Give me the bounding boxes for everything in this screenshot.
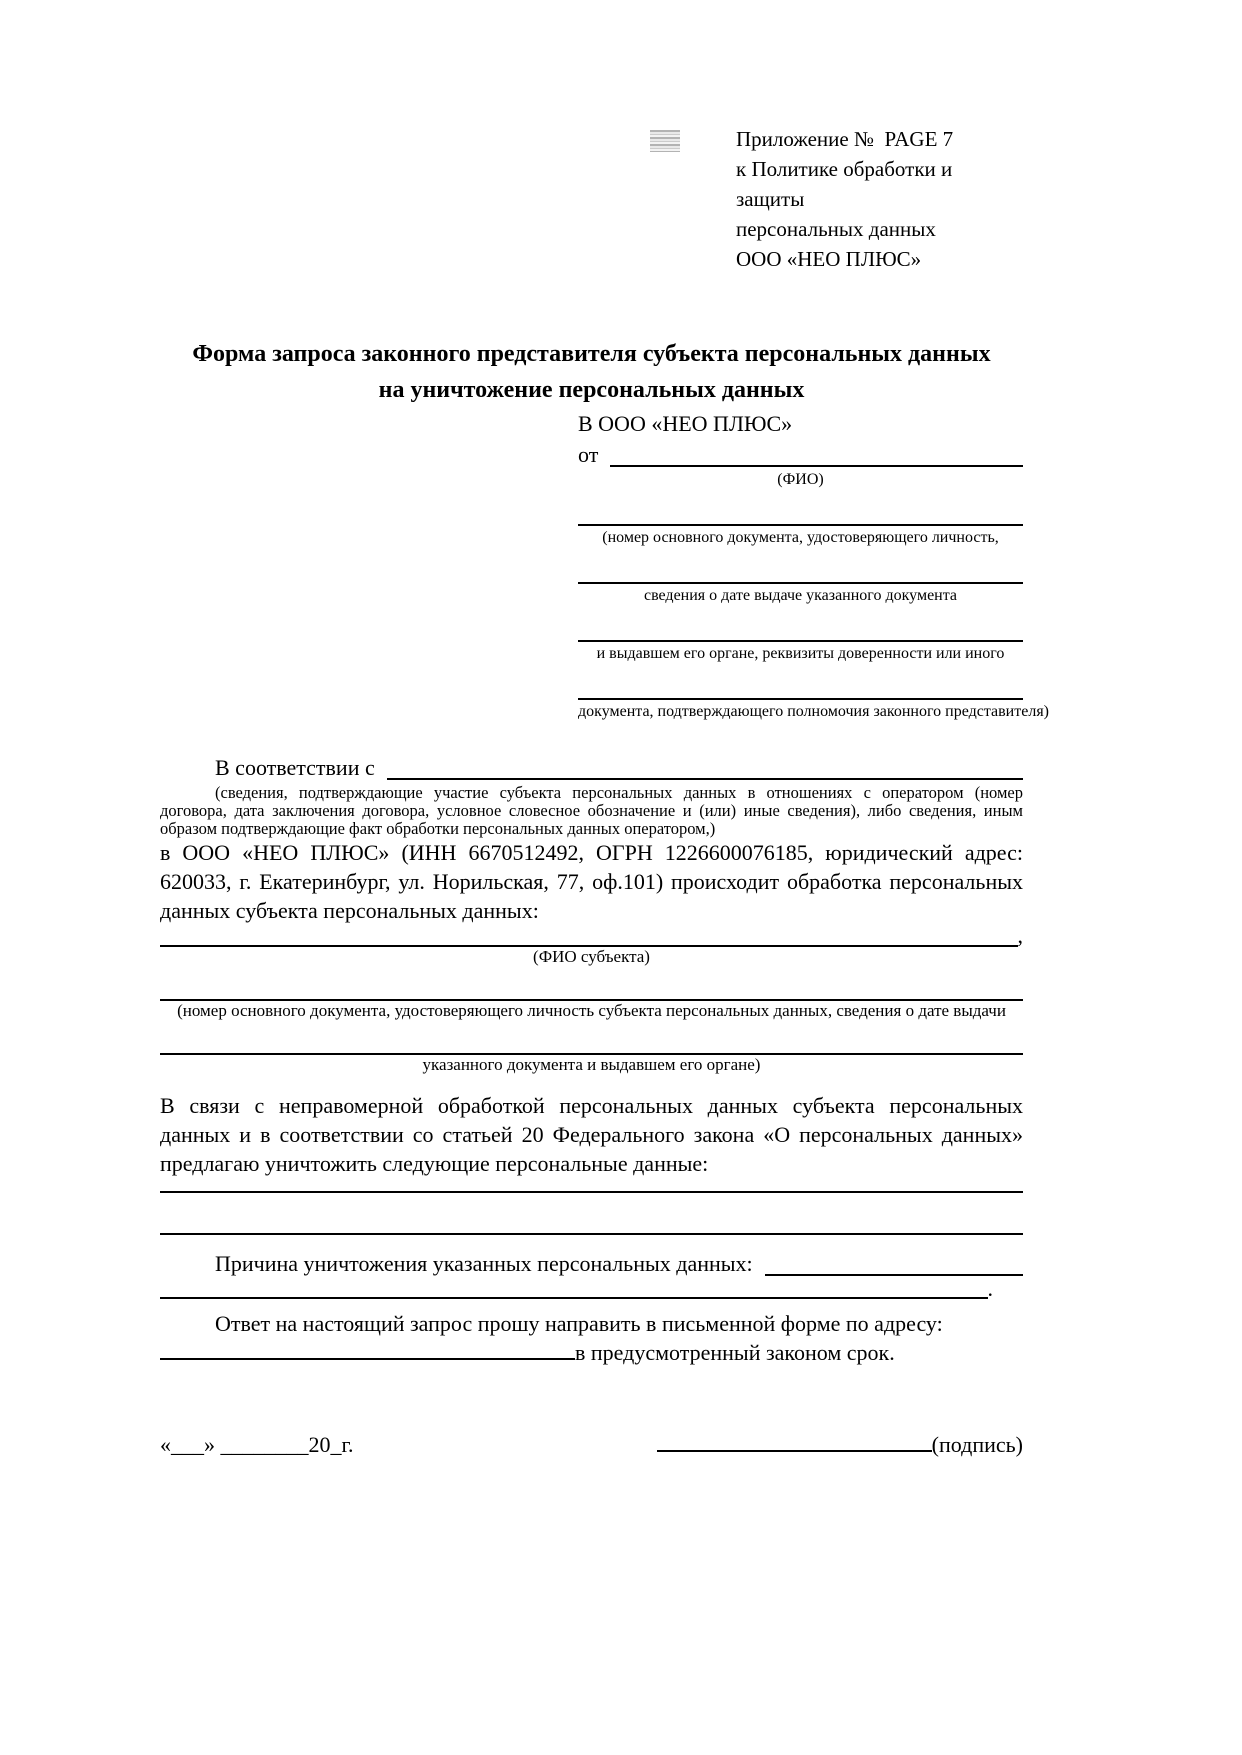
operator-paragraph: в ООО «НЕО ПЛЮС» (ИНН 6670512492, ОГРН 1226600076185, юридический адрес: 620033, г. Екатеринбург, ул. Норильская, 77, оф.101) происходит обработка персональных данных субъекта персональных данных:	[160, 840, 1023, 923]
appendix-company-line: ООО «НЕО ПЛЮС»	[736, 247, 922, 271]
from-label: от	[578, 442, 599, 467]
trailing-comma: ,	[1017, 923, 1023, 948]
document-title-line2: на уничтожение персональных данных	[378, 377, 805, 403]
reply-tail: в предусмотренный законом срок.	[575, 1340, 895, 1365]
reason-continuation-row	[160, 1276, 1023, 1301]
document-title	[160, 336, 1023, 408]
trailing-period: .	[987, 1276, 993, 1301]
appendix-block	[736, 124, 1023, 274]
representative-doc-field-1	[578, 490, 1023, 548]
reply-address-blank[interactable]	[160, 1358, 575, 1360]
appendix-number-line: Приложение № PAGE 7	[736, 127, 954, 151]
subject-doc-caption-1: (номер основного документа, удостоверяющего личность субъекта персональных данных, сведения о дате выдачи	[177, 1001, 1006, 1020]
reason-row	[160, 1249, 1023, 1279]
representative-doc-blank-1[interactable]	[578, 490, 1023, 526]
representative-doc-field-3	[578, 606, 1023, 664]
representative-fio-blank[interactable]	[610, 439, 1023, 467]
embedded-image-icon	[650, 130, 680, 152]
subject-doc-blank-2[interactable]	[160, 1021, 1023, 1055]
from-row	[578, 439, 1023, 470]
representative-doc-caption-4: документа, подтверждающего полномочия законного представителя)	[578, 703, 1049, 720]
appendix-policy-line2: персональных данных	[736, 217, 936, 241]
representative-doc-caption-1: (номер основного документа, удостоверяющего личность,	[602, 529, 999, 546]
reason-blank[interactable]	[765, 1249, 1023, 1276]
fio-caption: (ФИО)	[777, 471, 824, 488]
document-title-line1: Форма запроса законного представителя субъекта персональных данных	[192, 341, 991, 367]
representative-doc-field-2	[578, 548, 1023, 606]
reason-continuation-blank[interactable]	[160, 1279, 988, 1299]
data-to-destroy-blank-1[interactable]	[160, 1178, 1023, 1193]
date-line: «___» ________20_г.	[160, 1432, 354, 1457]
subject-fio-caption: (ФИО субъекта)	[533, 947, 650, 966]
representative-doc-caption-3: и выдавшем его органе, реквизиты доверенности или иного	[596, 645, 1005, 662]
representative-doc-field-4	[578, 664, 1049, 722]
header	[160, 124, 1023, 274]
appendix-policy-line: к Политике обработки и защиты	[736, 157, 953, 211]
reason-label: Причина уничтожения указанных персональных данных:	[215, 1251, 753, 1276]
according-caption: (сведения, подтверждающие участие субъекта персональных данных в отношениях с оператором (номер договора, дата заключения договора, условное словесное обозначение и (или) иные сведения), либо сведения, иным образом подтверждающие факт обработки персональных данных оператором,)	[160, 783, 1023, 838]
representative-doc-caption-2: сведения о дате выдаче указанного документа	[643, 587, 958, 604]
representative-doc-blank-3[interactable]	[578, 606, 1023, 642]
footer	[160, 1429, 1023, 1460]
subject-fio-row	[160, 925, 1023, 947]
addressee-block	[578, 408, 1049, 722]
subject-doc-caption-2: указанного документа и выдавшем его органе)	[422, 1055, 761, 1074]
signature-blank[interactable]	[657, 1450, 932, 1452]
signature-caption: (подпись)	[931, 1432, 1023, 1457]
according-row	[160, 752, 1023, 783]
according-label: В соответствии с	[215, 755, 375, 780]
according-blank[interactable]	[387, 752, 1023, 780]
subject-fio-blank[interactable]	[160, 935, 1018, 947]
reply-address-row	[160, 1338, 1023, 1367]
addressee-company: В ООО «НЕО ПЛЮС»	[578, 411, 793, 436]
representative-doc-blank-4[interactable]	[578, 664, 1023, 700]
representative-doc-blank-2[interactable]	[578, 548, 1023, 584]
reply-intro: Ответ на настоящий запрос прошу направить в письменной форме по адресу:	[215, 1311, 943, 1336]
data-to-destroy-blank-2[interactable]	[160, 1193, 1023, 1235]
subject-doc-blank-1[interactable]	[160, 967, 1023, 1001]
demand-paragraph: В связи с неправомерной обработкой персональных данных субъекта персональных данных и в соответствии со статьей 20 Федерального закона «О персональных данных» предлагаю уничтожить следующие персональные данные:	[160, 1093, 1023, 1176]
signature-group	[657, 1429, 1023, 1460]
